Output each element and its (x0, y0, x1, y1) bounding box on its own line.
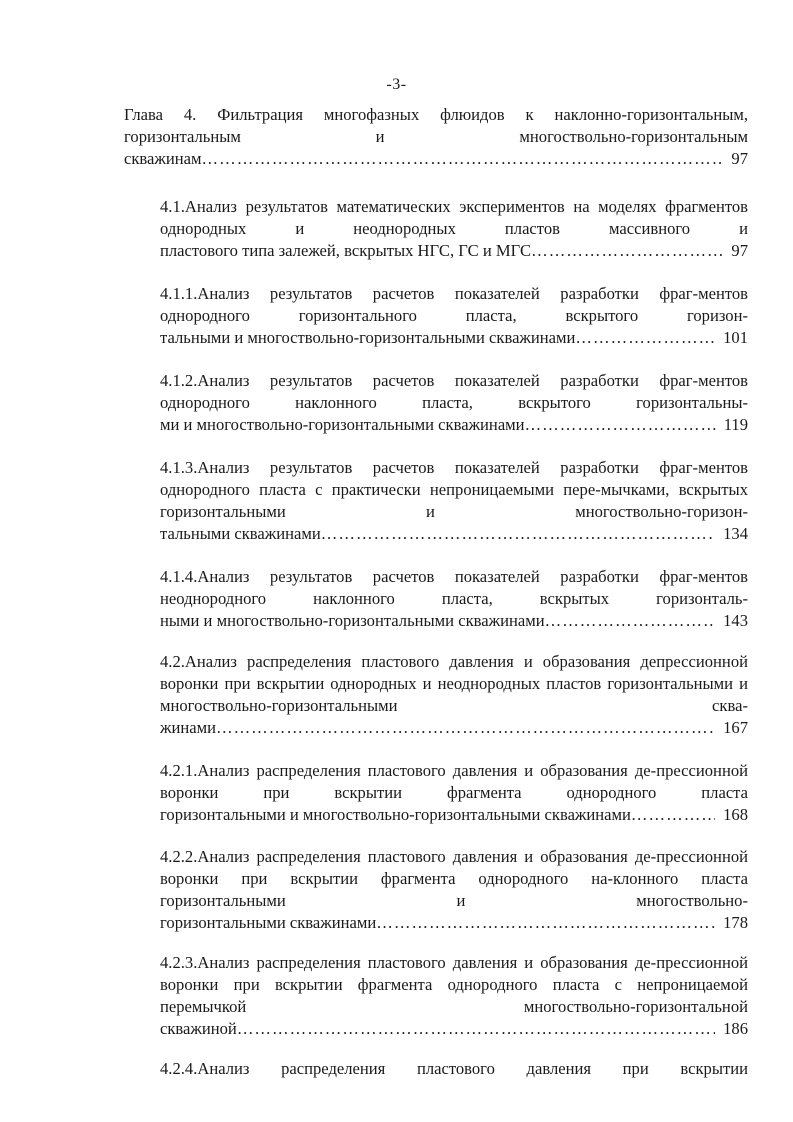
toc-entry-text: 4.1.3.Анализ результатов расчетов показателей разработки фраг-ментов однородного пласта с практически непроницаемыми пере-мычками, вскрытых горизонтальными и многоствольно-горизон- (160, 458, 748, 521)
toc-entry-last-text: ными и многоствольно-горизонтальными скважинами (160, 611, 545, 630)
toc-entry-last-line (160, 523, 748, 545)
toc-page-ref: 143 (723, 611, 748, 630)
toc-entry-text: 4.2.1.Анализ распределения пластового давления и образования де-прессионной воронки при вскрытии фрагмента однородного пласта (160, 761, 748, 802)
toc-leader-dots (376, 912, 715, 934)
toc-leader-dots (631, 804, 715, 826)
toc-entry-text: 4.1.2.Анализ результатов расчетов показателей разработки фраг-ментов однородного наклонного пласта, вскрытого горизонтальны- (160, 371, 748, 412)
toc-entry-last-text: тальными и многоствольно-горизонтальными скважинами (160, 328, 576, 347)
toc-leader-dots (525, 414, 716, 436)
toc-entry-text: 4.2.2.Анализ распределения пластового давления и образования де-прессионной воронки при вскрытии фрагмента однородного на-клонного пласта горизонтальными и многоствольно- (160, 847, 748, 910)
toc-entry-4-1-3[interactable] (160, 457, 748, 545)
toc-entry-text: 4.2.3.Анализ распределения пластового давления и образования де-прессионной воронки при вскрытии фрагмента однородного пласта с непроницаемой перемычкой многоствольно-горизонтальной (160, 953, 748, 1016)
toc-page-ref: 119 (723, 415, 748, 434)
toc-entry-4-2-3[interactable] (160, 952, 748, 1040)
toc-page-ref: 134 (723, 524, 748, 543)
toc-entry-last-line (160, 717, 748, 739)
toc-entry-last-line (160, 804, 748, 826)
toc-entry-text: 4.1.Анализ результатов математических экспериментов на моделях фрагментов однородных и неоднородных пластов массивного и (160, 197, 748, 238)
toc-entry-last-line (160, 1018, 748, 1040)
toc-entry-4-1-4[interactable] (160, 566, 748, 632)
toc-entry-text: 4.2.4.Анализ распределения пластового давления при вскрытии (160, 1059, 748, 1078)
toc-entry-4-1-1[interactable] (160, 283, 748, 349)
toc-page-ref: 101 (723, 328, 748, 347)
toc-entry-chapter-4[interactable] (124, 104, 748, 170)
toc-leader-dots (531, 240, 723, 262)
toc-entry-text: 4.1.1.Анализ результатов расчетов показателей разработки фраг-ментов однородного горизонтального пласта, вскрытого горизон- (160, 284, 748, 325)
toc-leader-dots (216, 717, 715, 739)
toc-page-ref: 186 (723, 1019, 748, 1038)
toc-entry-last-text: жинами (160, 718, 216, 737)
toc-entry-4-2[interactable] (160, 651, 748, 739)
toc-entry-last-text: ми и многоствольно-горизонтальными скважинами (160, 415, 525, 434)
toc-entry-last-text: горизонтальными скважинами (160, 913, 377, 932)
page-number: -3- (386, 76, 407, 93)
toc-entry-last-text: горизонтальными и многоствольно-горизонтальными скважинами (160, 805, 631, 824)
toc-entry-4-2-2[interactable] (160, 846, 748, 934)
toc-page-ref: 178 (723, 913, 748, 932)
toc-entry-4-2-1[interactable] (160, 760, 748, 826)
toc-entry-last-line (160, 327, 748, 349)
toc-entry-last-line (160, 414, 748, 436)
toc-leader-dots (575, 327, 715, 349)
toc-entry-4-1-2[interactable] (160, 370, 748, 436)
toc-entry-last-line (160, 912, 748, 934)
toc-entry-4-1[interactable] (160, 196, 748, 262)
toc-leader-dots (202, 148, 724, 170)
toc-entry-text: Глава 4. Фильтрация многофазных флюидов к наклонно-горизонтальным, горизонтальным и многоствольно-горизонтальным (124, 105, 748, 146)
toc-entry-text: 4.2.Анализ распределения пластового давления и образования депрессионной воронки при вскрытии однородных и неоднородных пластов горизонтальными и многоствольно-горизонтальными сква- (160, 652, 748, 715)
toc-entry-text: 4.1.4.Анализ результатов расчетов показателей разработки фраг-ментов неоднородного наклонного пласта, вскрытых горизонталь- (160, 567, 748, 608)
toc-entry-last-line (124, 148, 748, 170)
toc-leader-dots (545, 610, 716, 632)
toc-page-ref: 97 (731, 149, 748, 168)
toc-leader-dots (321, 523, 715, 545)
toc-page-ref: 97 (731, 241, 748, 260)
toc-entry-last-text: пластового типа залежей, вскрытых НГС, ГС и МГС (160, 241, 532, 260)
toc-entry-last-line (160, 610, 748, 632)
toc-entry-last-text: тальными скважинами (160, 524, 321, 543)
toc-entry-last-text: скважиной (160, 1019, 237, 1038)
toc-entry-last-text: скважинам (124, 149, 202, 168)
toc-entry-4-2-4[interactable] (160, 1058, 748, 1080)
toc-page-ref: 168 (723, 805, 748, 824)
toc-leader-dots (237, 1018, 715, 1040)
toc-entry-last-line (160, 240, 748, 262)
toc-page-ref: 167 (723, 718, 748, 737)
